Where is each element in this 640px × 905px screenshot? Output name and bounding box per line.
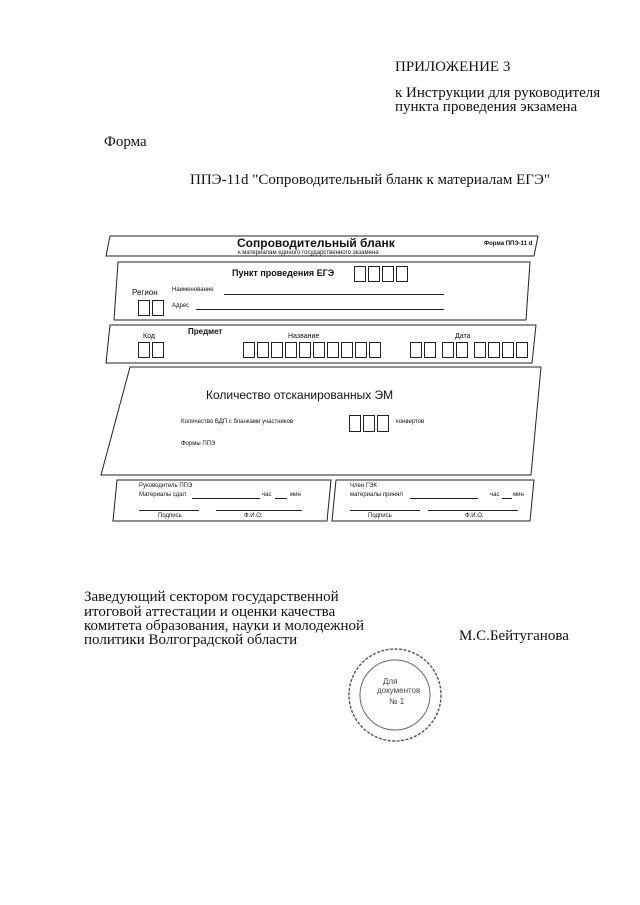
date-cell	[502, 342, 514, 358]
date-label: Дата	[455, 333, 471, 340]
ppe-forms-label: Формы ППЭ	[181, 441, 216, 447]
subject-name-cell	[243, 342, 255, 358]
vdp-count-cell	[349, 415, 361, 432]
subject-name-cell	[271, 342, 283, 358]
address-label: Адрес	[172, 303, 190, 309]
region-cell	[152, 300, 164, 316]
date-cell	[456, 342, 468, 358]
ppe-code-cell	[368, 266, 380, 282]
subject-code-cell	[152, 342, 164, 358]
signatory-line-4: политики Волгоградской области	[84, 632, 298, 648]
subject-name-cell	[327, 342, 339, 358]
left-sign-hour: час	[262, 492, 272, 498]
subject-name-cell	[257, 342, 269, 358]
region-label: Регион	[132, 288, 158, 297]
blank-form-code: Форма ППЭ-11 d	[484, 241, 533, 247]
instruction-line-1: к Инструкции для руководителя	[395, 85, 601, 101]
left-sign-role: Руководитель ППЭ	[139, 483, 193, 489]
subject-name-cell	[355, 342, 367, 358]
ppe-label: Пункт проведения ЕГЭ	[232, 268, 335, 278]
left-sign-date-line	[192, 498, 260, 499]
left-sign-fio: Ф.И.О.	[244, 513, 263, 519]
left-sign-fio-line	[216, 510, 302, 511]
right-sign-hour: час	[490, 492, 500, 498]
stamp-line-1: Для	[383, 677, 398, 686]
right-sign-materials: материалы принял	[350, 492, 403, 498]
right-sign-fio-line	[428, 510, 518, 511]
name-label: Наименование	[172, 287, 214, 293]
right-sign-fio: Ф.И.О.	[465, 513, 484, 519]
right-sign-hour-line	[502, 498, 512, 499]
envelopes-label: конвертов	[396, 419, 425, 425]
blank-subtitle: к материалам единого государственного экзамена	[238, 250, 379, 256]
region-cell	[138, 300, 150, 316]
date-cell	[516, 342, 528, 358]
form-title: ППЭ-11d "Сопроводительный бланк к материалам ЕГЭ"	[190, 172, 550, 188]
right-sign-signature: Подпись	[368, 513, 392, 519]
form-label: Форма	[104, 134, 147, 150]
signatory-line-2: итоговой аттестации и оценки качества	[84, 604, 336, 620]
address-line	[196, 309, 444, 310]
subject-name-cell	[299, 342, 311, 358]
subject-name-cell	[341, 342, 353, 358]
subject-title-label: Название	[288, 333, 320, 340]
subject-label: Предмет	[188, 327, 223, 336]
ppe-code-cell	[396, 266, 408, 282]
ppe-code-cell	[382, 266, 394, 282]
signatory-line-1: Заведующий сектором государственной	[84, 589, 339, 605]
subject-name-cell	[313, 342, 325, 358]
official-stamp	[345, 645, 445, 745]
right-sign-min: мин	[513, 492, 524, 498]
left-sign-min: мин	[290, 492, 301, 498]
vdp-label: Количество ВДП с бланками участников	[181, 419, 294, 425]
date-cell	[474, 342, 486, 358]
signatory-line-3: комитета образования, науки и молодежной	[84, 618, 365, 634]
name-line	[224, 294, 444, 295]
code-label: Код	[143, 333, 155, 340]
subject-name-cell	[285, 342, 297, 358]
date-cell	[442, 342, 454, 358]
scanned-title: Количество отсканированных ЭМ	[206, 388, 394, 402]
ppe-code-cell	[354, 266, 366, 282]
right-sign-role: Член ГЭК	[350, 483, 377, 489]
vdp-count-cell	[363, 415, 375, 432]
left-sign-hour-line	[275, 498, 287, 499]
left-sign-signature: Подпись	[158, 513, 182, 519]
stamp-line-2: документов	[377, 686, 421, 695]
appendix-number: ПРИЛОЖЕНИЕ 3	[395, 59, 511, 75]
right-sign-date-line	[410, 498, 478, 499]
date-cell	[410, 342, 422, 358]
signatory-name: М.С.Бейтуганова	[459, 628, 569, 644]
stamp-line-3: № 1	[389, 697, 405, 706]
subject-code-cell	[138, 342, 150, 358]
date-cell	[424, 342, 436, 358]
instruction-line-2: пункта проведения экзамена	[395, 99, 578, 115]
blank-title: Сопроводительный бланк	[237, 236, 395, 250]
left-sign-signature-line	[139, 510, 199, 511]
date-cell	[488, 342, 500, 358]
left-sign-materials: Материалы сдал	[139, 492, 187, 498]
vdp-count-cell	[377, 415, 389, 432]
subject-name-cell	[369, 342, 381, 358]
right-sign-signature-line	[350, 510, 420, 511]
